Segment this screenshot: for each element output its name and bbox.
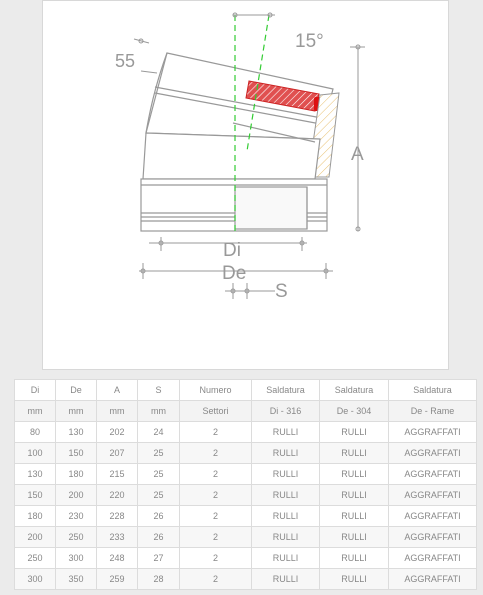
table-cell: AGGRAFFATI bbox=[389, 485, 477, 506]
outer-diameter-label: De bbox=[222, 263, 247, 284]
table-cell: 200 bbox=[15, 527, 56, 548]
subheader-cell: De - Rame bbox=[389, 401, 477, 422]
table-cell: 26 bbox=[138, 527, 180, 548]
table-cell: RULLI bbox=[252, 485, 320, 506]
table-cell: 150 bbox=[15, 485, 56, 506]
table-cell: 230 bbox=[56, 506, 97, 527]
table-cell: 250 bbox=[15, 548, 56, 569]
table-cell: AGGRAFFATI bbox=[389, 548, 477, 569]
subheader-cell: mm bbox=[56, 401, 97, 422]
table-cell: RULLI bbox=[252, 443, 320, 464]
table-cell: 26 bbox=[138, 506, 180, 527]
table-cell: RULLI bbox=[252, 548, 320, 569]
table-cell: RULLI bbox=[320, 548, 389, 569]
table-row bbox=[15, 527, 477, 548]
table-cell: 24 bbox=[138, 422, 180, 443]
table-cell: RULLI bbox=[320, 443, 389, 464]
height-a-label: A bbox=[351, 144, 364, 165]
table-cell: RULLI bbox=[252, 464, 320, 485]
table-cell: RULLI bbox=[320, 422, 389, 443]
table-cell: 130 bbox=[15, 464, 56, 485]
table-cell: 250 bbox=[56, 527, 97, 548]
header-cell: Saldatura bbox=[252, 380, 320, 401]
table-row bbox=[15, 422, 477, 443]
lower-segment bbox=[141, 179, 327, 231]
table-cell: 2 bbox=[180, 548, 252, 569]
technical-drawing-panel bbox=[42, 0, 449, 370]
table-cell: 2 bbox=[180, 569, 252, 590]
subheader-cell: mm bbox=[15, 401, 56, 422]
table-cell: 27 bbox=[138, 548, 180, 569]
table-row bbox=[15, 443, 477, 464]
table-cell: AGGRAFFATI bbox=[389, 464, 477, 485]
table-cell: 200 bbox=[56, 485, 97, 506]
table-cell: RULLI bbox=[320, 485, 389, 506]
table-cell: 25 bbox=[138, 443, 180, 464]
header-cell: A bbox=[97, 380, 138, 401]
table-row bbox=[15, 464, 477, 485]
subheader-cell: De - 304 bbox=[320, 401, 389, 422]
table-cell: 150 bbox=[56, 443, 97, 464]
table-cell: 228 bbox=[97, 506, 138, 527]
table-cell: RULLI bbox=[252, 422, 320, 443]
table-row bbox=[15, 485, 477, 506]
elbow-drawing bbox=[43, 1, 450, 371]
table-cell: RULLI bbox=[320, 506, 389, 527]
table-cell: 100 bbox=[15, 443, 56, 464]
subheader-cell: mm bbox=[138, 401, 180, 422]
inner-diameter-label: Di bbox=[223, 240, 241, 261]
table-header-row bbox=[15, 380, 477, 401]
sectors-dim-label: 55 bbox=[115, 51, 136, 71]
table-cell: 180 bbox=[15, 506, 56, 527]
table-cell: AGGRAFFATI bbox=[389, 506, 477, 527]
table-cell: AGGRAFFATI bbox=[389, 527, 477, 548]
table-cell: 80 bbox=[15, 422, 56, 443]
table-cell: 2 bbox=[180, 485, 252, 506]
header-cell: S bbox=[138, 380, 180, 401]
table-cell: RULLI bbox=[320, 569, 389, 590]
table-cell: 25 bbox=[138, 464, 180, 485]
table-cell: AGGRAFFATI bbox=[389, 443, 477, 464]
thickness-label: S bbox=[275, 281, 288, 302]
table-cell: AGGRAFFATI bbox=[389, 422, 477, 443]
table-cell: 28 bbox=[138, 569, 180, 590]
subheader-cell: Di - 316 bbox=[252, 401, 320, 422]
table-cell: 248 bbox=[97, 548, 138, 569]
table-cell: RULLI bbox=[320, 527, 389, 548]
table-cell: 300 bbox=[15, 569, 56, 590]
table-cell: 25 bbox=[138, 485, 180, 506]
table-cell: 207 bbox=[97, 443, 138, 464]
subheader-cell: Settori bbox=[180, 401, 252, 422]
spec-table bbox=[14, 379, 477, 590]
table-cell: RULLI bbox=[252, 506, 320, 527]
header-cell: Di bbox=[15, 380, 56, 401]
header-cell: Saldatura bbox=[320, 380, 389, 401]
table-cell: 2 bbox=[180, 443, 252, 464]
angle-label: 15° bbox=[295, 31, 324, 52]
header-cell: Saldatura bbox=[389, 380, 477, 401]
header-cell: De bbox=[56, 380, 97, 401]
table-cell: RULLI bbox=[252, 527, 320, 548]
subheader-cell: mm bbox=[97, 401, 138, 422]
table-cell: 2 bbox=[180, 506, 252, 527]
table-row bbox=[15, 548, 477, 569]
table-cell: 350 bbox=[56, 569, 97, 590]
table-cell: AGGRAFFATI bbox=[389, 569, 477, 590]
table-cell: RULLI bbox=[252, 569, 320, 590]
table-cell: 2 bbox=[180, 527, 252, 548]
header-cell: Numero bbox=[180, 380, 252, 401]
table-cell: 2 bbox=[180, 464, 252, 485]
table-cell: 300 bbox=[56, 548, 97, 569]
table-cell: 130 bbox=[56, 422, 97, 443]
table-cell: 202 bbox=[97, 422, 138, 443]
table-cell: RULLI bbox=[320, 464, 389, 485]
table-cell: 233 bbox=[97, 527, 138, 548]
table-cell: 220 bbox=[97, 485, 138, 506]
table-cell: 2 bbox=[180, 422, 252, 443]
table-cell: 259 bbox=[97, 569, 138, 590]
table-cell: 180 bbox=[56, 464, 97, 485]
table-row bbox=[15, 569, 477, 590]
table-subheader-row bbox=[15, 401, 477, 422]
table-row bbox=[15, 506, 477, 527]
table-cell: 215 bbox=[97, 464, 138, 485]
